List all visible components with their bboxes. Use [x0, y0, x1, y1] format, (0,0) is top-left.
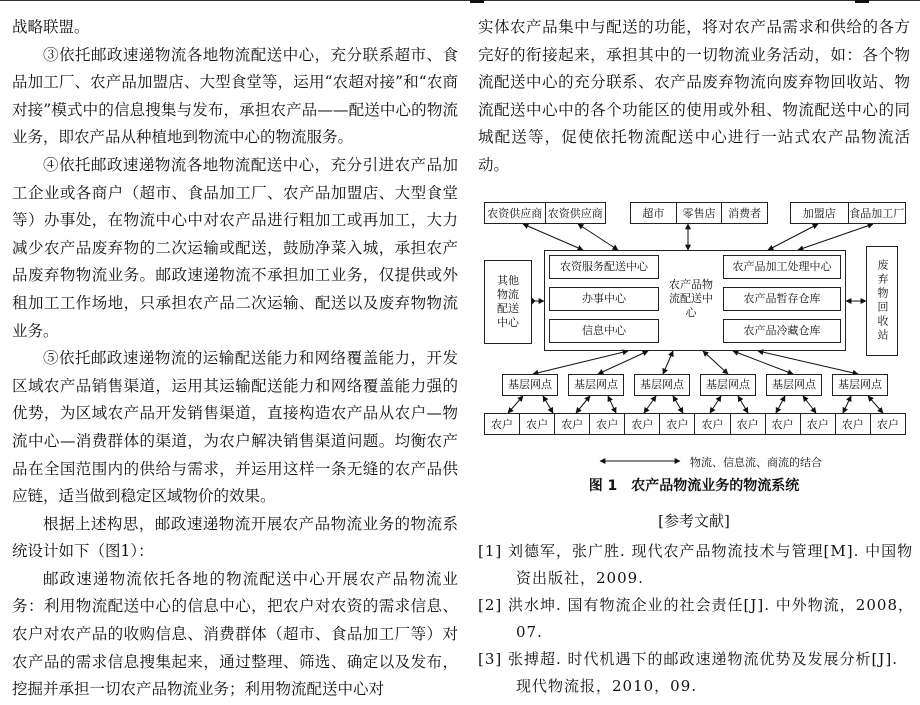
top-group-franchise — [790, 202, 906, 224]
node-label: 加盟店 — [791, 203, 849, 223]
base-node: 基层网点 — [766, 374, 822, 396]
base-node: 基层网点 — [634, 374, 690, 396]
farmer: 农户 — [695, 414, 730, 434]
farmer: 农户 — [876, 418, 899, 431]
node-label: 信息中心 — [549, 319, 659, 343]
farmers-row — [484, 413, 906, 435]
paragraph: 邮政速递物流依托各地的物流配送中心开展农产品物流业务：利用物流配送中心的信息中心，把农户对农资的需求信息、农户对农产品的收购信息、消费群体（超市、食品加工厂等）对农产品的需求信息搜集起来，通过整理、筛选、确定以及发布，挖掘并承担一切农产品物流业务；利用物流配送中心对 — [12, 569, 458, 699]
paragraph: ④依托邮政速递物流各地物流配送中心，充分引进农产品加工企业或各商户（超市、食品加工厂、农产品加盟店、大型食堂等）办事处，在物流中心中对农产品进行粗加工或再加工，大力减少农产品废弃物的二次运输或配送，鼓励净菜入城，承担农产品废弃物物流业务。邮政速递物流不承担加工业务，仅提供或外租加工工作场地，只承担农产品二次运输、配送以及废弃物物流业务。 — [12, 155, 458, 340]
node-label: 农资供应商 — [547, 207, 603, 220]
reference-item: [1] 刘德军，张广胜. 现代农产品物流技术与管理[M]. 中国物资出版社，2009. — [478, 542, 914, 587]
farmer: 农户 — [766, 414, 801, 434]
center-label: 农产品物流配送中心 — [669, 278, 713, 319]
diagram-legend: 物流、信息流、商流的结合 — [690, 456, 822, 469]
paragraph: 实体农产品集中与配送的功能，将对农产品需求和供给的各方完好的衔接起来，承担其中的一切物流业务活动，如：各个物流配送中心的充分联系、农产品废弃物流向废弃物回收站、物流配送中心中的各个功能区的使用或外租、物流配送中心的同城配送等，促使依托物流配送中心进行一站式农产品物流活动。 — [478, 18, 910, 174]
central-distribution-center — [544, 250, 846, 351]
farmer: 农户 — [555, 414, 590, 434]
base-node: 基层网点 — [700, 374, 756, 396]
paragraph: ⑤依托邮政速递物流的运输配送能力和网络覆盖能力，开发区域农产品销售渠道，运用其运输配送能力和网络覆盖能力强的优势，为区域农产品开发销售渠道，直接构造农产品从农户—物流中心—消费群体的渠道，为农户解决销售渠道问题。均衡农产品在全国范围内的供给与需求，并运用这样一条无缝的农产品供应链，适当做到稳定区域物价的效果。 — [12, 349, 458, 506]
farmer: 农户 — [660, 414, 695, 434]
farmer: 农户 — [801, 414, 836, 434]
paragraph: 战略联盟。 — [12, 18, 90, 36]
node-label: 消费者 — [728, 207, 762, 220]
node-label: 超市 — [631, 203, 677, 223]
farmer: 农户 — [625, 414, 660, 434]
node-label: 农产品加工处理中心 — [723, 255, 841, 279]
reference-item: [2] 洪水坤. 国有物流企业的社会责任[J]. 中外物流，2008，07. — [478, 596, 914, 641]
farmer: 农户 — [590, 414, 625, 434]
reference-item: [3] 张搏超. 时代机遇下的邮政速递物流优势及发展分析[J]. 现代物流报，2010，09. — [478, 650, 899, 695]
node-label: 农产品冷藏仓库 — [723, 319, 841, 343]
farmer: 农户 — [731, 414, 766, 434]
references-list — [478, 538, 918, 700]
base-node: 基层网点 — [568, 374, 624, 396]
figure-caption: 图 1 农产品物流业务的物流系统 — [588, 478, 800, 494]
paragraph: ③依托邮政速递物流各地物流配送中心，充分联系超市、食品加工厂、农产品加盟店、大型食堂等，运用“农超对接”和“农商对接”模式中的信息搜集与发布，承担农产品——配送中心的物流业务，即农产品从种植地到物流中心的物流服务。 — [12, 45, 458, 147]
farmer: 农户 — [836, 414, 871, 434]
left-column — [12, 14, 458, 704]
node-label: 农资服务配送中心 — [549, 255, 659, 279]
node-label: 农资供应商 — [485, 203, 546, 223]
top-group-consumers — [630, 202, 768, 224]
paragraph: 根据上述构思，邮政速递物流开展农产品物流业务的物流系统设计如下（图1）： — [12, 514, 458, 561]
base-node: 基层网点 — [832, 374, 888, 396]
node-label: 食品加工厂 — [849, 207, 905, 220]
top-group-suppliers — [484, 202, 606, 224]
other-distribution-center: 其他物流配送中心 — [484, 260, 532, 344]
logistics-system-diagram — [478, 196, 910, 472]
farmer: 农户 — [520, 414, 555, 434]
node-label: 零售店 — [677, 203, 723, 223]
node-label: 办事中心 — [549, 287, 659, 311]
right-column — [478, 14, 910, 180]
header-rule — [0, 0, 920, 5]
farmer: 农户 — [485, 414, 520, 434]
references-title: [参考文献] — [658, 512, 730, 530]
node-label: 农产品暂存仓库 — [723, 287, 841, 311]
base-node: 基层网点 — [502, 374, 558, 396]
waste-recycling-station: 废弃物回收站 — [866, 246, 898, 356]
